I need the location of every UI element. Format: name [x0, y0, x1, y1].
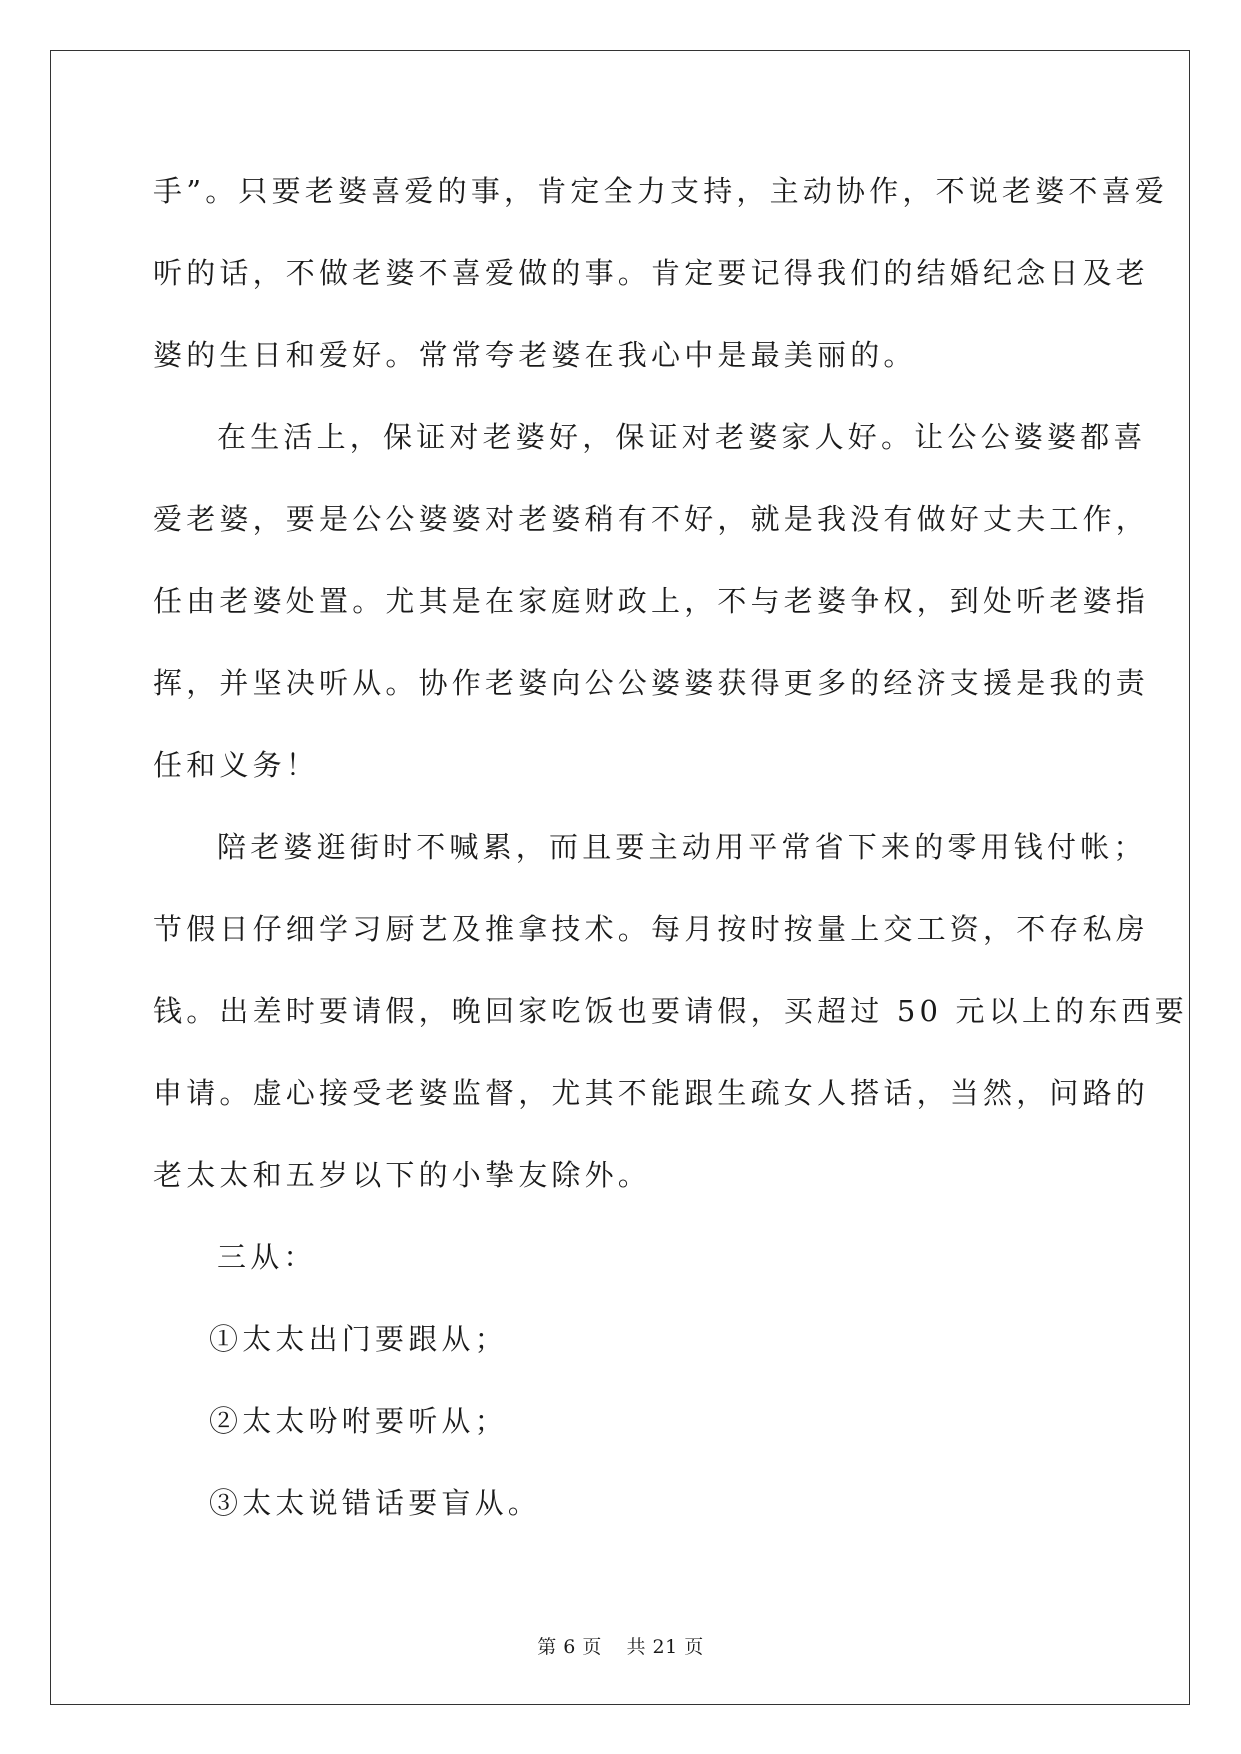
text-line: 在生活上，保证对老婆好，保证对老婆家人好。让公公婆婆都喜: [217, 420, 1147, 454]
text-line: 任由老婆处置。尤其是在家庭财政上，不与老婆争权，到处听老婆指: [153, 584, 1150, 618]
list-item: ②太太吩咐要听从；: [209, 1404, 508, 1438]
section-heading: 三从：: [217, 1240, 317, 1274]
text-line: 挥，并坚决听从。协作老婆向公公婆婆获得更多的经济支援是我的责: [153, 666, 1150, 700]
text-line: 爱老婆，要是公公婆婆对老婆稍有不好，就是我没有做好丈夫工作，: [153, 502, 1150, 536]
text-line: 陪老婆逛街时不喊累，而且要主动用平常省下来的零用钱付帐；: [217, 830, 1147, 864]
text-line: 节假日仔细学习厨艺及推拿技术。每月按时按量上交工资，不存私房: [153, 912, 1150, 946]
list-item: ③太太说错话要盲从。: [209, 1486, 542, 1520]
text-line: 手”。只要老婆喜爱的事，肯定全力支持，主动协作，不说老婆不喜爱: [153, 174, 1169, 208]
text-line: 听的话，不做老婆不喜爱做的事。肯定要记得我们的结婚纪念日及老: [153, 256, 1150, 290]
page-footer: [0, 1632, 1241, 1659]
text-line: 任和义务！: [153, 748, 320, 782]
text-line: 钱。出差时要请假，晚回家吃饭也要请假，买超过 50 元以上的东西要: [153, 994, 1188, 1028]
page-number: 第 6 页: [537, 1636, 602, 1658]
page-total: 共 21 页: [626, 1636, 704, 1658]
text-line: 老太太和五岁以下的小挚友除外。: [153, 1158, 652, 1192]
text-line: 婆的生日和爱好。常常夸老婆在我心中是最美丽的。: [153, 338, 917, 372]
text-line: 申请。虚心接受老婆监督，尤其不能跟生疏女人搭话，当然，问路的: [153, 1076, 1150, 1110]
list-item: ①太太出门要跟从；: [209, 1322, 508, 1356]
document-body: [153, 162, 1188, 1556]
